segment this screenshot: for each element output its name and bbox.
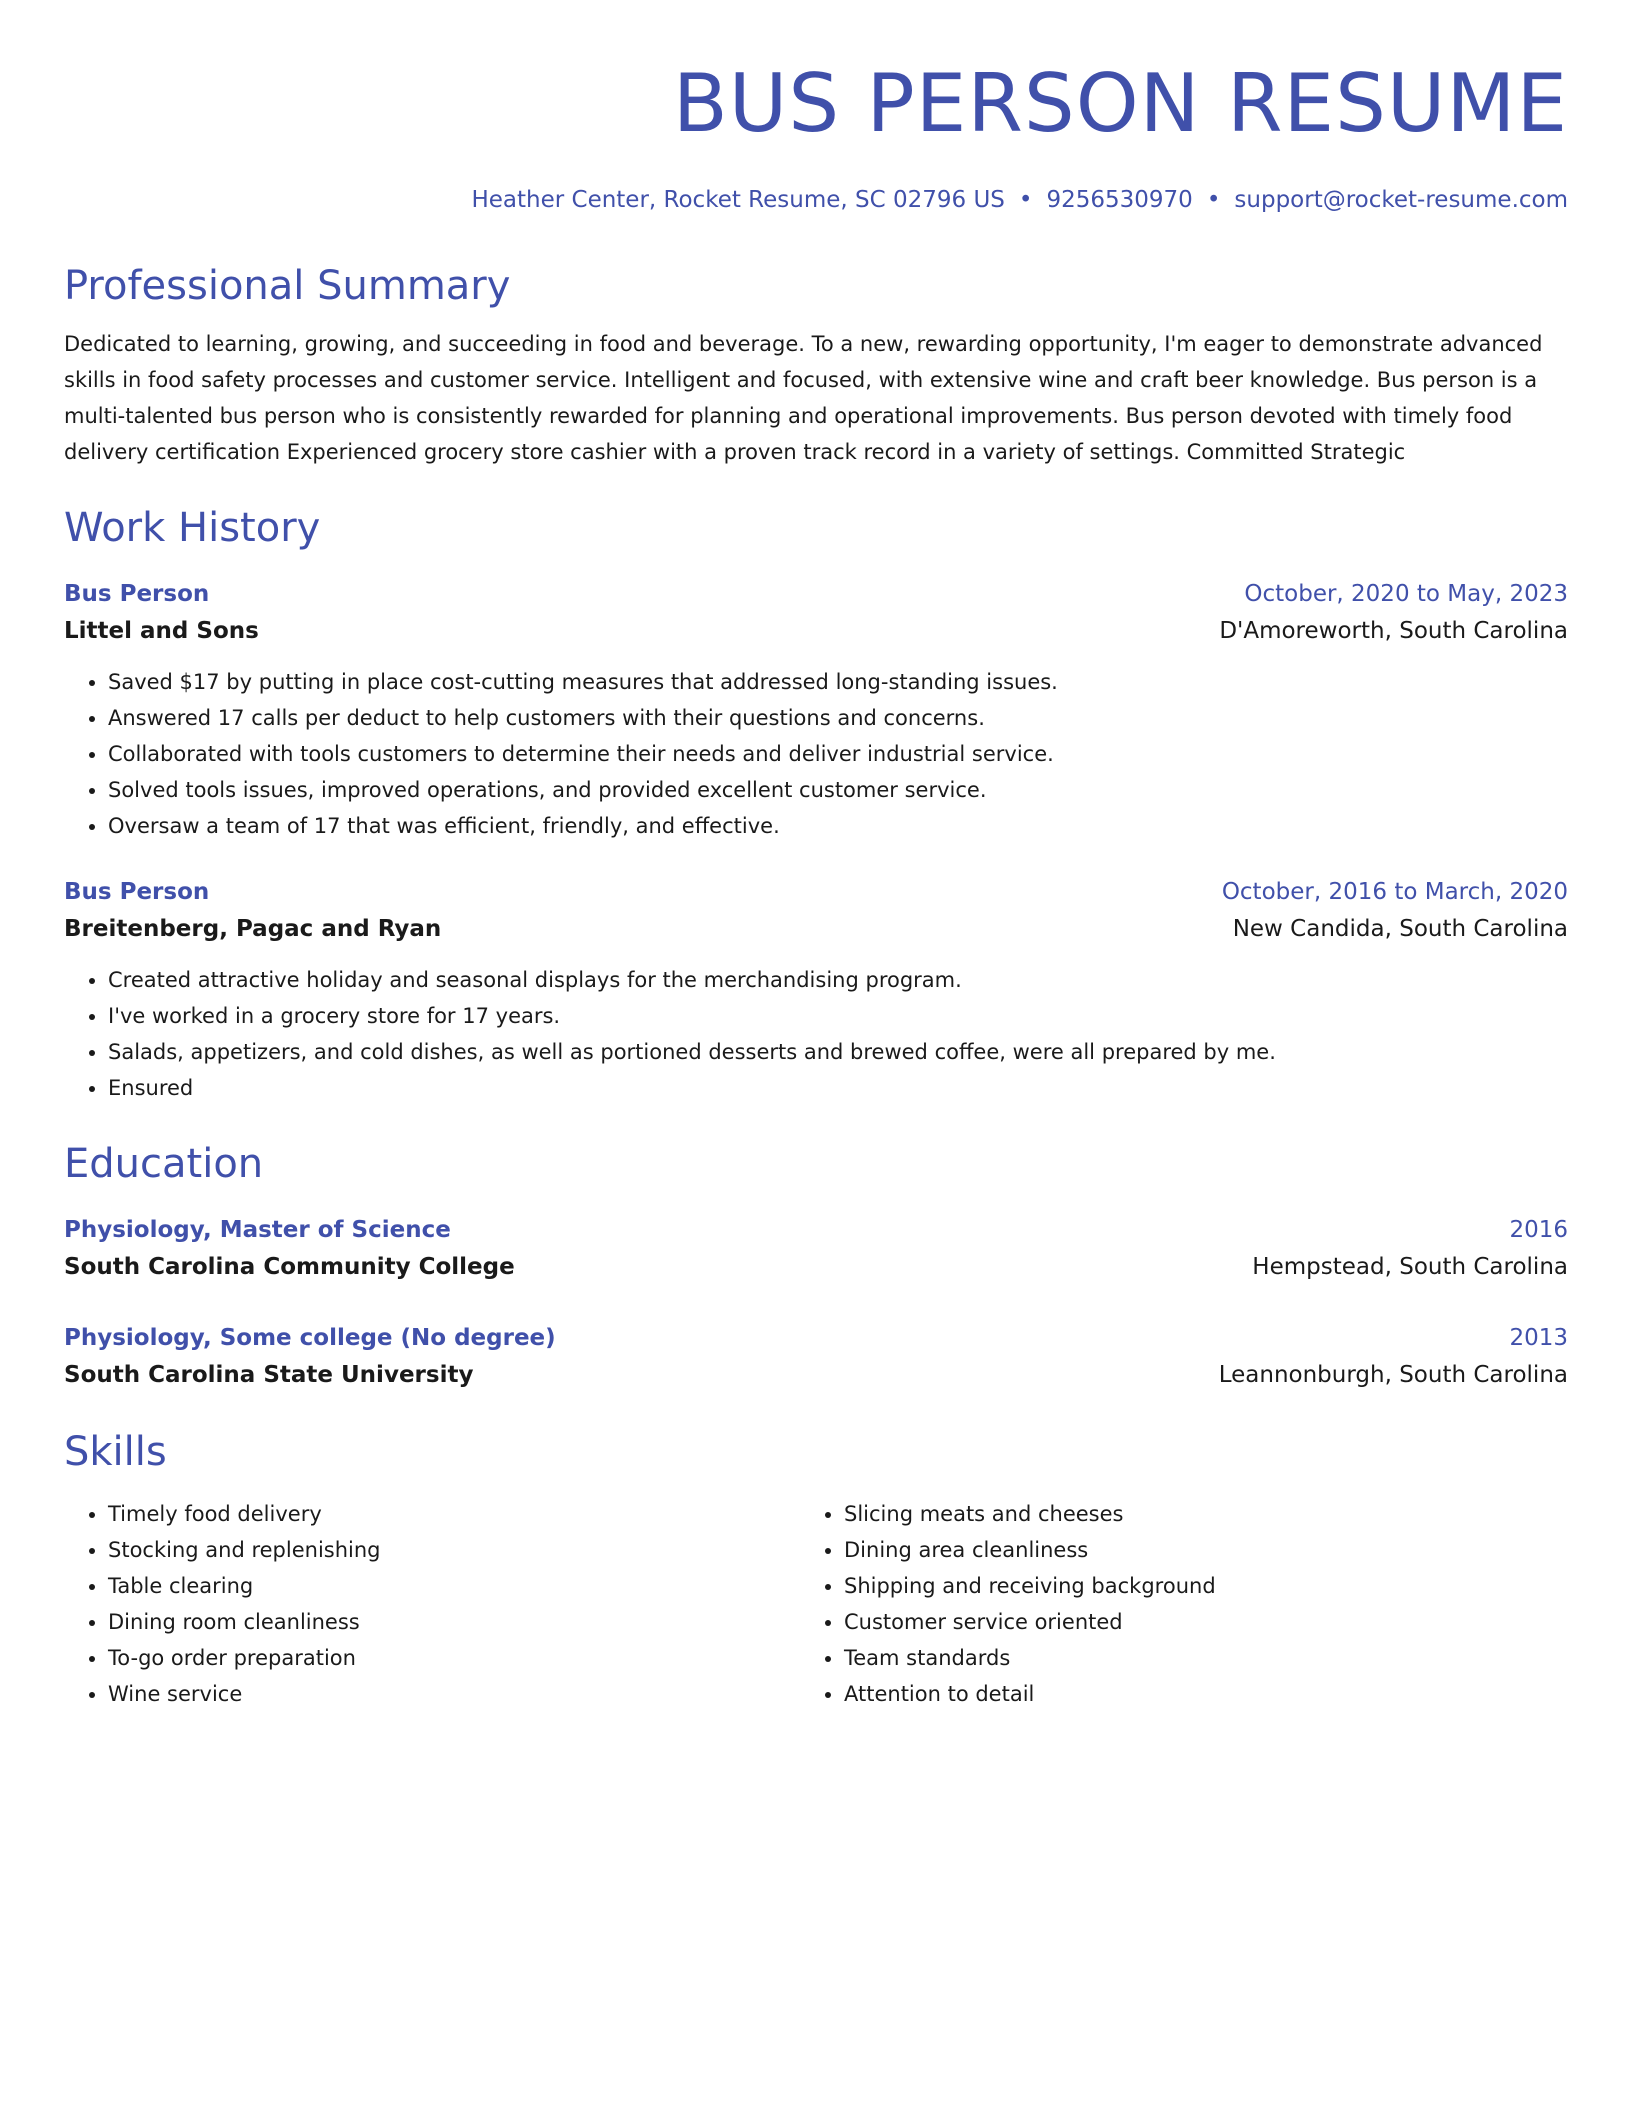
- list-item: • Saved $17 by putting in place cost-cutting measures that addressed long-standing issues.: [108, 664, 1568, 700]
- work-history-heading: Work History: [64, 505, 321, 551]
- skill-item: • Wine service: [108, 1676, 800, 1712]
- job-company: Breitenberg, Pagac and Ryan: [64, 916, 442, 942]
- contact-email: support@rocket-resume.com: [1234, 187, 1568, 213]
- skills-list-left: [64, 1496, 800, 1712]
- education-year: 2013: [1509, 1325, 1568, 1351]
- contact-line: [64, 184, 1568, 216]
- skill-item: • To-go order preparation: [108, 1640, 800, 1676]
- skill-item: • Shipping and receiving background: [844, 1568, 1536, 1604]
- job-bullets: [64, 962, 1568, 1106]
- contact-separator: •: [1206, 187, 1221, 213]
- list-item: • Solved tools issues, improved operations, and provided excellent customer service.: [108, 772, 1568, 808]
- skill-item: • Team standards: [844, 1640, 1536, 1676]
- education-entry: [64, 1320, 1568, 1394]
- list-item: • Salads, appetizers, and cold dishes, as well as portioned desserts and brewed coffee, were all prepared by me.: [108, 1034, 1568, 1070]
- skill-item: • Stocking and replenishing: [108, 1532, 800, 1568]
- skills-list-right: [800, 1496, 1536, 1712]
- list-item: • I've worked in a grocery store for 17 years.: [108, 998, 1568, 1034]
- summary-text: Dedicated to learning, growing, and succeeding in food and beverage. To a new, rewarding opportunity, I'm eager to demonstrate advanced skills in food safety processes and customer service. Intelligent and focused, with extensive wine and craft beer knowledge. Bus person is a multi-talented bus person who is consistently rewarded for planning and operational improvements. Bus person devoted with timely food delivery certification Experienced grocery store cashier with a proven track record in a variety of settings. Committed Strategic: [64, 332, 1543, 464]
- job-dates: October, 2020 to May, 2023: [1244, 581, 1568, 607]
- resume-title: BUS PERSON RESUME: [672, 57, 1568, 150]
- job-bullets: [64, 664, 1568, 844]
- list-item: • Created attractive holiday and seasonal displays for the merchandising program.: [108, 962, 1568, 998]
- job-dates: October, 2016 to March, 2020: [1221, 879, 1568, 905]
- job-location: D'Amoreworth, South Carolina: [1219, 618, 1568, 644]
- contact-separator: •: [1018, 187, 1033, 213]
- skill-item: • Customer service oriented: [844, 1604, 1536, 1640]
- contact-address: Heather Center, Rocket Resume, SC 02796 US: [471, 187, 1005, 213]
- skill-item: • Slicing meats and cheeses: [844, 1496, 1536, 1532]
- summary-heading: Professional Summary: [64, 263, 511, 309]
- skill-item: • Attention to detail: [844, 1676, 1536, 1712]
- education-school: South Carolina Community College: [64, 1254, 515, 1280]
- contact-phone: 9256530970: [1046, 187, 1193, 213]
- education-year: 2016: [1509, 1217, 1568, 1243]
- work-entry: [64, 874, 1568, 1106]
- list-item: • Collaborated with tools customers to determine their needs and deliver industrial service.: [108, 736, 1568, 772]
- education-degree: Physiology, Master of Science: [64, 1217, 451, 1243]
- skill-item: • Dining area cleanliness: [844, 1532, 1536, 1568]
- education-degree: Physiology, Some college (No degree): [64, 1325, 556, 1351]
- job-role: Bus Person: [64, 879, 210, 905]
- job-location: New Candida, South Carolina: [1232, 916, 1568, 942]
- list-item: • Oversaw a team of 17 that was efficient, friendly, and effective.: [108, 808, 1568, 844]
- education-entry: [64, 1212, 1568, 1286]
- list-item: • Ensured: [108, 1070, 1568, 1106]
- job-role: Bus Person: [64, 581, 210, 607]
- education-heading: Education: [64, 1141, 264, 1187]
- skills-columns: [64, 1496, 1568, 1712]
- work-entry: [64, 576, 1568, 844]
- job-company: Littel and Sons: [64, 618, 259, 644]
- education-school: South Carolina State University: [64, 1362, 474, 1388]
- skills-heading: Skills: [64, 1429, 167, 1475]
- list-item: • Answered 17 calls per deduct to help customers with their questions and concerns.: [108, 700, 1568, 736]
- education-location: Leannonburgh, South Carolina: [1218, 1362, 1568, 1388]
- skill-item: • Table clearing: [108, 1568, 800, 1604]
- education-location: Hempstead, South Carolina: [1252, 1254, 1568, 1280]
- skill-item: • Dining room cleanliness: [108, 1604, 800, 1640]
- skill-item: • Timely food delivery: [108, 1496, 800, 1532]
